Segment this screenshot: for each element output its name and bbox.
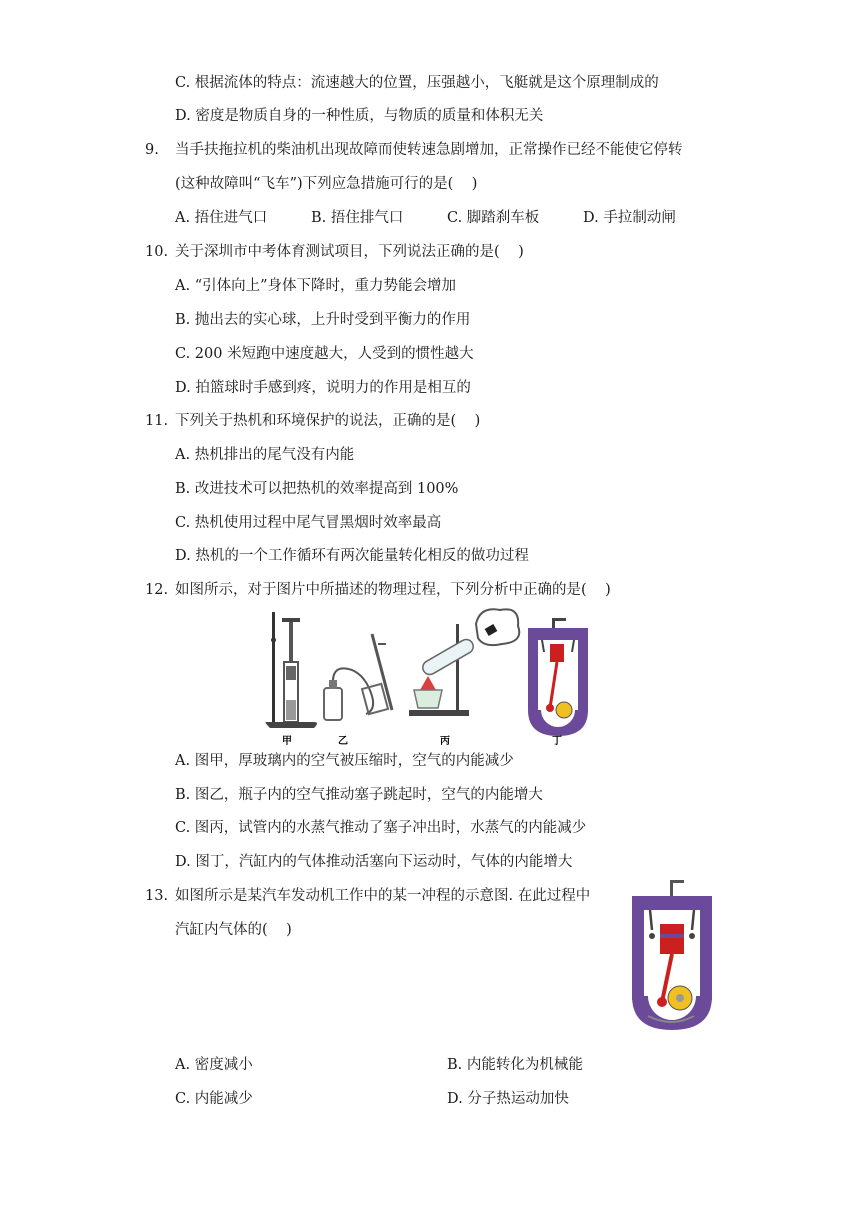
q10-number: 10. bbox=[145, 244, 169, 260]
q9-stem-line1: 当手扶拖拉机的柴油机出现故障而使转速急剧增加，正常操作已经不能使它停转 bbox=[175, 142, 683, 158]
q9-stem-line2: (这种故障叫“飞车”)下列应急措施可行的是( ) bbox=[175, 176, 478, 192]
figure-yi-bottle-pump bbox=[324, 634, 392, 720]
q9-option-a: A. 捂住进气口 bbox=[175, 210, 268, 226]
q9-number: 9. bbox=[145, 142, 159, 158]
q11-stem: 下列关于热机和环境保护的说法，正确的是( ) bbox=[175, 413, 481, 429]
q13-option-b: B. 内能转化为机械能 bbox=[447, 1057, 583, 1073]
q11-option-c: C. 热机使用过程中尾气冒黑烟时效率最高 bbox=[175, 515, 442, 531]
figure-jia-compression-cylinder bbox=[266, 612, 318, 728]
q10-option-d: D. 拍篮球时手感到疼，说明力的作用是相互的 bbox=[175, 380, 471, 396]
q8-option-d: D. 密度是物质自身的一种性质，与物质的质量和体积无关 bbox=[175, 108, 544, 124]
q9-option-c: C. 脚踏刹车板 bbox=[447, 210, 540, 226]
figure-label-ding: 丁 bbox=[552, 736, 562, 747]
q13-number: 13. bbox=[145, 888, 169, 904]
q11-option-a: A. 热机排出的尾气没有内能 bbox=[175, 447, 355, 463]
q11-option-b: B. 改进技术可以把热机的效率提高到 100% bbox=[175, 481, 459, 497]
figure-label-jia: 甲 bbox=[282, 736, 292, 747]
q12-option-a: A. 图甲，厚玻璃内的空气被压缩时，空气的内能减少 bbox=[175, 753, 514, 769]
q13-stem-line1: 如图所示是某汽车发动机工作中的某一冲程的示意图. 在此过程中 bbox=[175, 888, 591, 904]
q9-option-b: B. 捂住排气口 bbox=[311, 210, 404, 226]
q10-stem: 关于深圳市中考体育测试项目，下列说法正确的是( ) bbox=[175, 244, 524, 260]
q13-stem-line2: 汽缸内气体的( ) bbox=[175, 922, 292, 938]
q12-number: 12. bbox=[145, 582, 169, 598]
steam-cloud-icon bbox=[476, 609, 519, 645]
q10-option-b: B. 抛出去的实心球，上升时受到平衡力的作用 bbox=[175, 312, 471, 328]
q11-option-d: D. 热机的一个工作循环有两次能量转化相反的做功过程 bbox=[175, 548, 529, 564]
q12-option-b: B. 图乙，瓶子内的空气推动塞子跳起时，空气的内能增大 bbox=[175, 787, 543, 803]
figure-label-bing: 丙 bbox=[440, 736, 450, 747]
figure-label-yi: 乙 bbox=[338, 736, 348, 747]
figure-ding-engine-cylinder bbox=[528, 618, 588, 736]
q12-option-d: D. 图丁，汽缸内的气体推动活塞向下运动时，气体的内能增大 bbox=[175, 854, 573, 870]
q13-option-a: A. 密度减小 bbox=[175, 1057, 253, 1073]
q13-option-c: C. 内能减少 bbox=[175, 1091, 253, 1107]
q13-option-d: D. 分子热运动加快 bbox=[447, 1091, 569, 1107]
q13-engine-figure bbox=[624, 878, 720, 1034]
flame-icon bbox=[420, 676, 436, 690]
q8-option-c: C. 根据流体的特点：流速越大的位置，压强越小，飞艇就是这个原理制成的 bbox=[175, 75, 659, 91]
figure-bing-test-tube bbox=[409, 609, 519, 716]
q10-option-a: A. “引体向上”身体下降时，重力势能会增加 bbox=[175, 278, 457, 294]
q11-number: 11. bbox=[145, 413, 169, 429]
q12-figure bbox=[262, 604, 602, 749]
q10-option-c: C. 200 米短跑中速度越大，人受到的惯性越大 bbox=[175, 346, 474, 362]
q9-option-d: D. 手拉制动闸 bbox=[583, 210, 676, 226]
q12-option-c: C. 图丙，试管内的水蒸气推动了塞子冲出时，水蒸气的内能减少 bbox=[175, 820, 587, 836]
q12-stem: 如图所示，对于图片中所描述的物理过程，下列分析中正确的是( ) bbox=[175, 582, 611, 598]
